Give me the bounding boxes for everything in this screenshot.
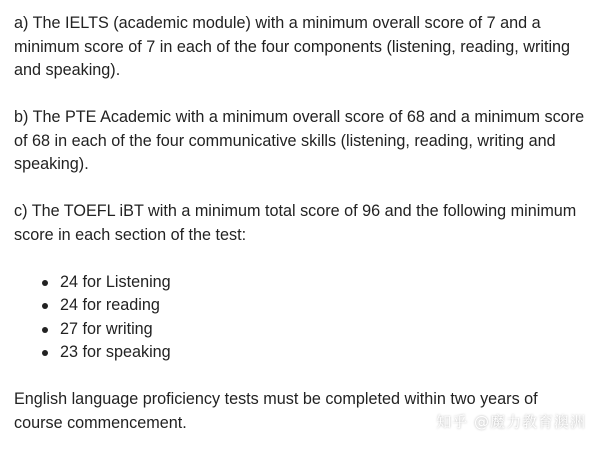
list-item-text: 27 for writing: [60, 319, 153, 338]
list-item-text: 24 for Listening: [60, 272, 171, 291]
paragraph-pte: b) The PTE Academic with a minimum overall score of 68 and a minimum score of 68 in each of the four communicative skills (listening, reading, writing and speaking).: [14, 108, 585, 173]
list-item: [14, 341, 586, 365]
toefl-section-scores-list: [14, 271, 586, 365]
document-body: [14, 12, 586, 459]
bullet-dot-icon: [42, 280, 48, 286]
bullet-dot-icon: [42, 327, 48, 333]
bullet-dot-icon: [42, 303, 48, 309]
paragraph-toefl: c) The TOEFL iBT with a minimum total score of 96 and the following minimum score in each section of the test:: [14, 202, 577, 244]
list-item: [14, 318, 586, 342]
list-item: [14, 294, 586, 318]
list-item-text: 24 for reading: [60, 296, 160, 314]
watermark: 知乎 @魔力教育澳洲: [436, 413, 586, 431]
list-item-text: 23 for speaking: [60, 343, 171, 361]
paragraph-ielts: a) The IELTS (academic module) with a minimum overall score of 7 and a minimum score of 7 in each of the four components (listening, reading, writing and speaking).: [14, 14, 571, 79]
bullet-dot-icon: [42, 350, 48, 356]
paragraph-closing: English language proficiency tests must be completed within two years of course commencement.: [14, 390, 538, 432]
list-item: [14, 271, 586, 295]
